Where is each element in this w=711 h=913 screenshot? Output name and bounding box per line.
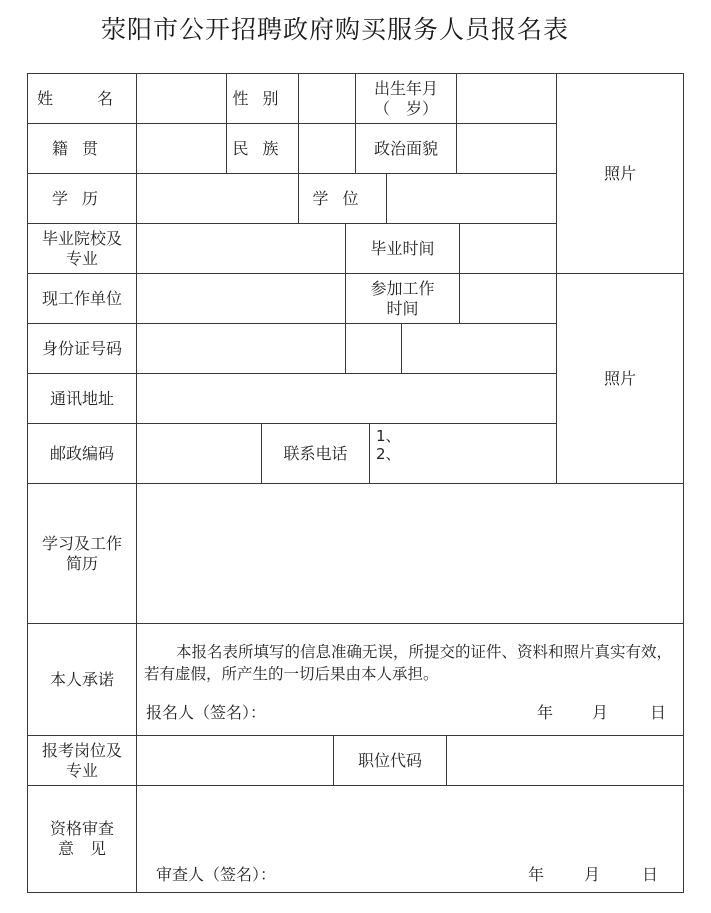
applicant-date-month: 月 — [592, 703, 609, 722]
postal-code-input[interactable] — [137, 424, 261, 483]
gender-input[interactable] — [299, 74, 355, 123]
birth-label — [356, 74, 456, 123]
phone-line-1: 1、 — [376, 427, 401, 445]
id-number-extra-input[interactable] — [346, 324, 401, 373]
gender-label: 性别 — [232, 88, 293, 108]
school-major-input[interactable] — [137, 224, 345, 273]
id-number-input[interactable] — [137, 324, 345, 373]
applicant-date-day: 日 — [650, 703, 667, 722]
phone-line-2: 2、 — [376, 445, 401, 463]
applicant-sign-label: 报名人（签名）： — [146, 703, 267, 722]
resume-input[interactable] — [137, 484, 683, 623]
work-start-time-label: 参加工作 时间 — [370, 278, 435, 318]
review-date-month: 月 — [584, 865, 601, 884]
position-major-input[interactable] — [137, 736, 333, 785]
education-input[interactable] — [137, 174, 298, 223]
review-date-day: 日 — [642, 865, 659, 884]
phone-label: 联系电话 — [283, 443, 348, 463]
id-number-label: 身份证号码 — [41, 338, 122, 358]
political-status-input[interactable] — [457, 124, 556, 173]
applicant-sign-field[interactable] — [290, 700, 520, 726]
current-employer-input[interactable] — [137, 274, 345, 323]
review-opinion-label: 资格审查 意 见 — [49, 819, 114, 858]
birth-label-line1: 出生年月 — [373, 78, 438, 98]
address-label: 通讯地址 — [49, 388, 114, 408]
graduation-time-label: 毕业时间 — [370, 238, 435, 258]
graduation-time-input[interactable] — [460, 224, 556, 273]
school-major-label: 毕业院校及 专业 — [41, 228, 122, 268]
ethnicity-label: 民族 — [232, 138, 293, 158]
birth-label-line2: （ 岁） — [373, 98, 438, 118]
position-major-label: 报考岗位及 专业 — [41, 740, 122, 780]
education-label: 学历 — [51, 188, 112, 208]
position-code-input[interactable] — [447, 736, 683, 785]
review-date-year: 年 — [528, 865, 545, 884]
photo-area-2[interactable]: 照片 — [603, 368, 636, 388]
native-place-label: 籍贯 — [51, 138, 112, 158]
name-label: 姓 名 — [36, 88, 127, 108]
border-right — [683, 73, 684, 893]
degree-label: 学位 — [312, 188, 373, 208]
reviewer-sign-label: 审查人（签名）： — [156, 865, 277, 884]
reviewer-sign-field[interactable] — [300, 862, 510, 888]
border-bottom — [27, 892, 684, 893]
address-input[interactable] — [137, 374, 556, 423]
current-employer-label: 现工作单位 — [41, 288, 122, 308]
position-code-label: 职位代码 — [357, 750, 422, 770]
applicant-date-year: 年 — [537, 703, 554, 722]
form-title: 荥阳市公开招聘政府购买服务人员报名表 — [100, 15, 569, 44]
review-opinion-input[interactable] — [137, 786, 683, 856]
ethnicity-input[interactable] — [299, 124, 355, 173]
resume-label: 学习及工作 简历 — [41, 533, 122, 573]
birth-input[interactable] — [457, 74, 556, 123]
photo-area-1[interactable]: 照片 — [603, 163, 636, 183]
name-input[interactable] — [137, 74, 226, 123]
id-number-extra-input-2[interactable] — [402, 324, 556, 373]
pledge-label: 本人承诺 — [49, 669, 114, 689]
native-place-input[interactable] — [137, 124, 226, 173]
degree-input[interactable] — [387, 174, 556, 223]
postal-code-label: 邮政编码 — [49, 443, 114, 463]
phone-input[interactable] — [370, 424, 556, 483]
work-start-time-input[interactable] — [460, 274, 556, 323]
political-status-label: 政治面貌 — [373, 138, 438, 158]
pledge-text: 本报名表所填写的信息准确无误，所提交的证件、资料和照片真实有效，若有虚假，所产生的一切后果由本人承担。 — [144, 643, 673, 683]
